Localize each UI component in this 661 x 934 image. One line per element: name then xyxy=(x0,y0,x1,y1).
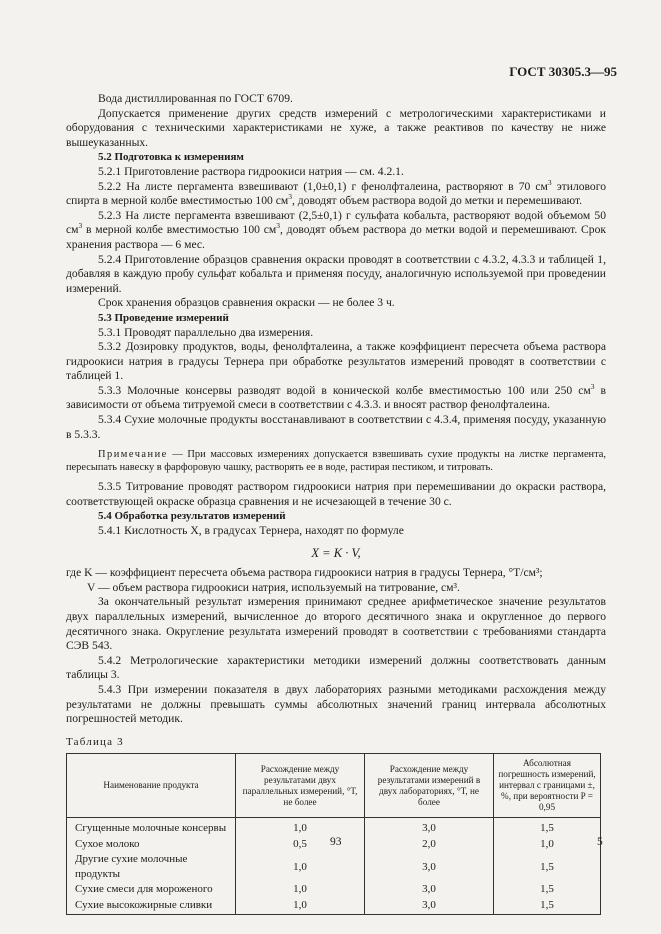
cell-labs: 3,0 xyxy=(365,852,494,881)
standard-header: ГОСТ 30305.3—95 xyxy=(509,64,617,79)
cell-error: 1,5 xyxy=(494,818,601,837)
paragraph-5-4-1: 5.4.1 Кислотность X, в градусах Тернера, находят по формуле xyxy=(98,524,404,538)
cell-product: Сухие высокожирные сливки xyxy=(67,898,236,915)
paragraph-allowed: Допускается применение других средств измерений с метрологическими характеристиками и оборудования с техническими характеристиками не хуже, а также реактивов по качеству не ниже вышеуказанных. xyxy=(66,106,606,149)
cell-product: Сухие смеси для мороженого xyxy=(67,882,236,898)
page-number: 93 xyxy=(330,836,342,848)
paragraph-5-3-1: 5.3.1 Проводят параллельно два измерения. xyxy=(98,325,314,339)
note xyxy=(66,448,606,474)
header-error: Абсолютная погрешность измерений, интервал с границами ±, %, при вероятности P = 0,95 xyxy=(494,754,601,818)
cell-parallel: 1,0 xyxy=(236,898,365,915)
cell-parallel: 0,5 xyxy=(236,836,365,852)
main-content xyxy=(66,92,606,915)
paragraph-5-3-4: 5.3.4 Сухие молочные продукты восстанавливают в соответствии с 4.3.4, применяя посуду, указанную в 5.3.3. xyxy=(66,413,606,441)
paragraph-5-2-2: 5.2.2 На листе пергамента взвешивают (1,0±0,1) г фенолфталеина, растворяют в 70 $см^3$ этилового спирта в мерной колбе вместимостью 100 $см^3$, доводят объем раствора водой до метки и перемешивают. xyxy=(66,177,606,208)
paragraph-5-2-1: 5.2.1 Приготовление раствора гидроокиси натрия — см. 4.2.1. xyxy=(98,164,404,178)
paragraph-5-3-2: 5.3.2 Дозировку продуктов, воды, фенолфталеина, а также коэффициент пересчета объема раствора гидроокиси натрия в градусы Тернера при обработке результатов измерений проводят в соответствии с таблицей 1. xyxy=(66,340,606,383)
section-5-2-title: 5.2 Подготовка к измерениям xyxy=(98,151,244,164)
paragraph-5-3-3: 5.3.3 Молочные консервы разводят водой в конической колбе вместимостью 100 или 250 $см^3$ в зависимости от объема титруемой смеси в соответствии с 4.3.3. и вносят раствор фенолфталеина. xyxy=(66,382,606,412)
header-product: Наименование продукта xyxy=(67,754,236,818)
table-row xyxy=(67,852,601,881)
definition-k: где K — коэффициент пересчета объема раствора гидроокиси натрия в градусы Тернера, °Т/см³; xyxy=(66,566,543,580)
table-caption: Таблица 3 xyxy=(66,735,124,748)
cell-parallel: 1,0 xyxy=(236,852,365,881)
cell-error: 1,0 xyxy=(494,836,601,852)
header-labs: Расхождение между результатами измерений в двух лабораториях, °Т, не более xyxy=(365,754,494,818)
table-row xyxy=(67,818,601,837)
section-5-4-title: 5.4 Обработка результатов измерений xyxy=(98,510,286,523)
cell-error: 1,5 xyxy=(494,898,601,915)
header-parallel: Расхождение между результатами двух параллельных измерений, °Т, не более xyxy=(236,754,365,818)
table-header-row xyxy=(67,754,601,818)
note-label: Примечание xyxy=(98,449,168,461)
paragraph-water: Вода дистиллированная по ГОСТ 6709. xyxy=(98,92,293,105)
cell-labs: 3,0 xyxy=(365,818,494,837)
cell-product: Другие сухие молочные продукты xyxy=(67,852,236,881)
cell-parallel: 1,0 xyxy=(236,818,365,837)
cell-labs: 3,0 xyxy=(365,882,494,898)
paragraph-final-result: За окончательный результат измерения принимают среднее арифметическое значение результатов двух параллельных измерений, вычисленное до второго десятичного знака и округленное до первого десятичного знака. Округление результата измерений проводят в соответствии с требованиями стандарта СЭВ 543. xyxy=(66,595,606,653)
paragraph-5-3-5: 5.3.5 Титрование проводят раствором гидроокиси натрия при перемешивании до окраски раствора, соответствующей окраске образца сравнения и не исчезающей в течение 30 с. xyxy=(66,480,606,508)
cell-labs: 2,0 xyxy=(365,836,494,852)
paragraph-5-2-3: 5.2.3 На листе пергамента взвешивают (2,5±0,1) г сульфата кобальта, растворяют водой объемом 50 $см^3$ в мерной колбе вместимостью 100 $см^3$, доводят объем раствора до метки водой и перемешивают. Срок хранения раствора — 6 мес. xyxy=(66,208,606,251)
cell-parallel: 1,0 xyxy=(236,882,365,898)
cell-labs: 3,0 xyxy=(365,898,494,915)
cell-product: Сухое молоко xyxy=(67,836,236,852)
table-3 xyxy=(66,753,601,914)
paragraph-5-2-4: 5.2.4 Приготовление образцов сравнения окраски проводят в соответствии с 4.3.2, 4.3.3 и таблицей 1, добавляя в каждую пробу сульфат кобальта и применяя посуду, аналогичную используемой при проведении измерений. xyxy=(66,252,606,295)
cell-error: 1,5 xyxy=(494,882,601,898)
section-5-3-title: 5.3 Проведение измерений xyxy=(98,311,229,324)
note-text: — При массовых измерениях допускается взвешивать сухие продукты на листке пергамента, пересыпать навеску в фарфоровую чашку, растворять ее в воде, растирая пестиком, и титровать. xyxy=(66,449,606,474)
cell-product: Сгущенные молочные консервы xyxy=(67,818,236,837)
cell-error: 1,5 xyxy=(494,852,601,881)
definition-v: V — объем раствора гидроокиси натрия, используемый на титрование, см³. xyxy=(87,580,460,594)
table-row xyxy=(67,882,601,898)
paragraph-storage: Срок хранения образцов сравнения окраски — не более 3 ч. xyxy=(98,296,395,310)
paragraph-5-4-3: 5.4.3 При измерении показателя в двух лабораториях разными методиками расхождения между результатами не должны превышать суммы абсолютных значений границ интервала абсолютных погрешностей методик. xyxy=(66,682,606,726)
side-number: 5 xyxy=(597,836,603,848)
formula: X = K · V, xyxy=(311,545,361,560)
table-row xyxy=(67,898,601,915)
paragraph-5-4-2: 5.4.2 Метрологические характеристики методики измерений должны соответствовать данным таблицы 3. xyxy=(66,653,606,682)
